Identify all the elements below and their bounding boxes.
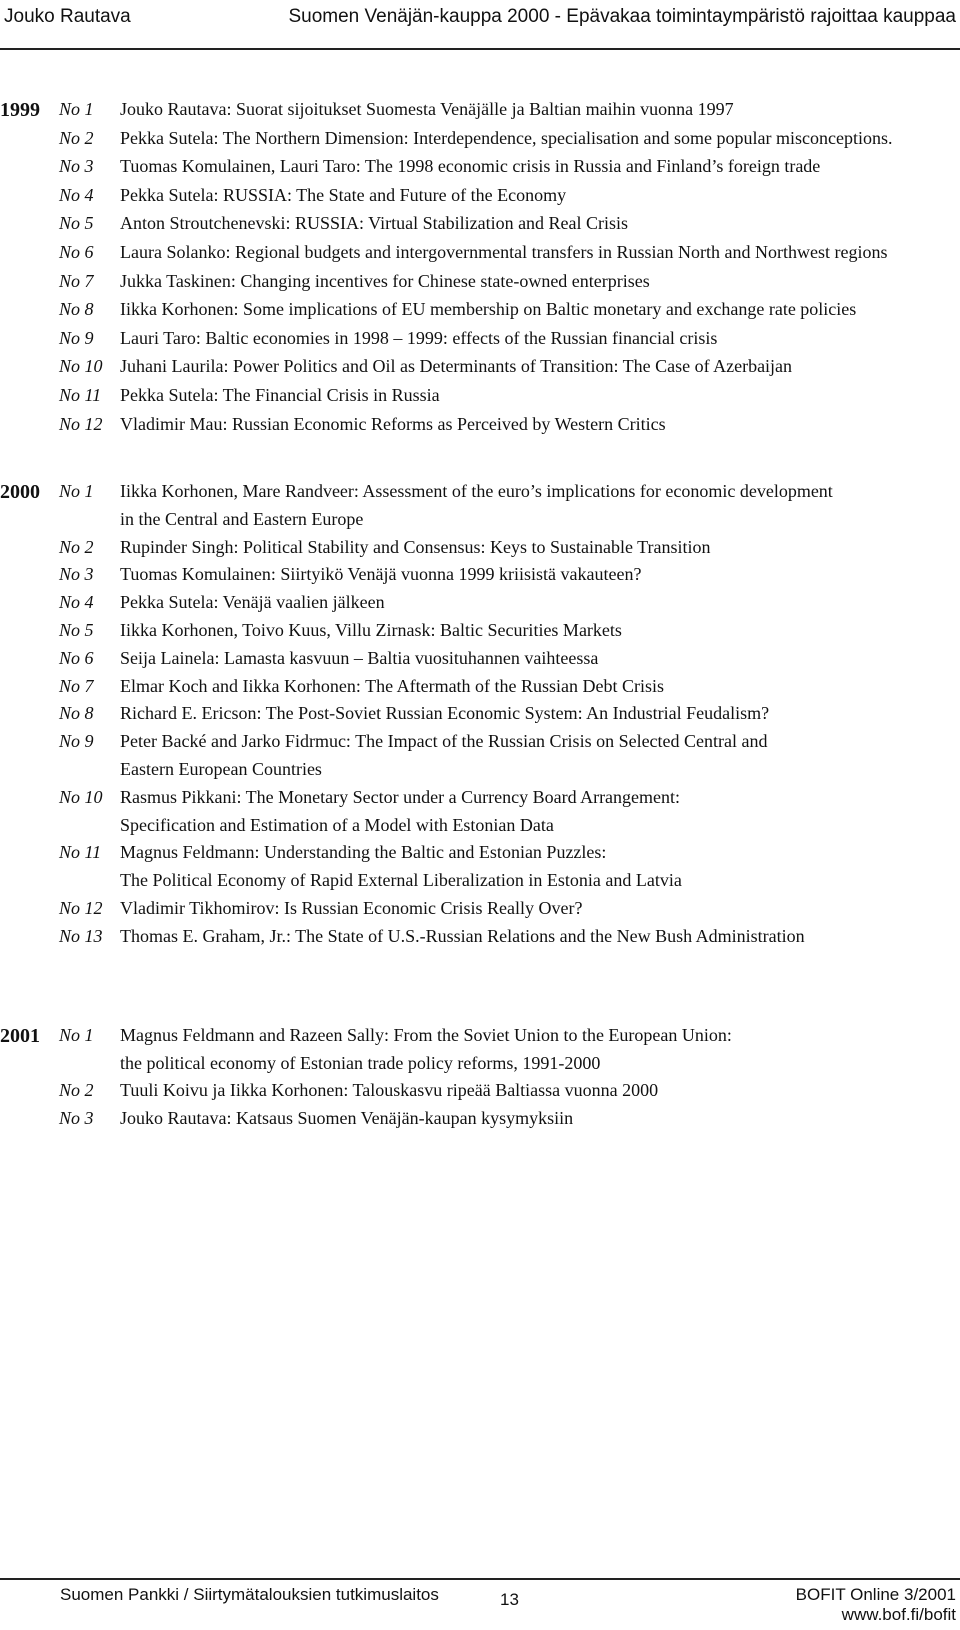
- entry-title: [120, 213, 958, 242]
- entry-number: No 8: [59, 299, 94, 320]
- entry-title-line: Vladimir Tikhomirov: Is Russian Economic Crisis Really Over?: [120, 898, 583, 918]
- entry-number: No 5: [59, 213, 94, 234]
- entry-title-line: Thomas E. Graham, Jr.: The State of U.S.-Russian Relations and the New Bush Administration: [120, 925, 805, 946]
- entry-number: No 2: [59, 536, 94, 557]
- entry-number: No 1: [59, 481, 94, 501]
- entry-title: [120, 703, 958, 731]
- entry-title: [120, 731, 958, 787]
- entry-title-line: The Political Economy of Rapid External Liberalization in Estonia and Latvia: [120, 870, 682, 891]
- entry-title-line: Magnus Feldmann: Understanding the Baltic and Estonian Puzzles:: [120, 842, 607, 863]
- publication-entry: [0, 213, 960, 242]
- entry-number: No 6: [59, 242, 94, 262]
- entry-title: [120, 414, 958, 443]
- entry-title: [120, 481, 958, 537]
- entry-title-line: Laura Solanko: Regional budgets and intergovernmental transfers in Russian North and Northwest regions: [120, 242, 888, 262]
- year-label: 2001: [0, 1025, 40, 1047]
- entry-title: [120, 787, 958, 843]
- page-footer: [0, 1578, 960, 1630]
- entry-title: [120, 99, 958, 128]
- entry-title: [120, 620, 958, 648]
- entry-title: [120, 1025, 958, 1080]
- entry-title-line: Tuomas Komulainen: Siirtyikö Venäjä vuonna 1999 kriisistä vakauteen?: [120, 564, 642, 585]
- entry-title-line: Jukka Taskinen: Changing incentives for Chinese state-owned enterprises: [120, 270, 650, 291]
- entry-title-line: Vladimir Mau: Russian Economic Reforms as Perceived by Western Critics: [120, 413, 666, 434]
- entry-number: No 11: [59, 385, 102, 405]
- entry-number: No 3: [59, 1107, 94, 1128]
- entry-title: [120, 537, 958, 565]
- publication-entry: [0, 185, 960, 214]
- series-name: BOFIT Online 3/2001: [795, 1585, 956, 1604]
- entry-number: No 10: [59, 786, 103, 807]
- entry-title: [120, 385, 958, 414]
- entry-title: [120, 156, 958, 185]
- entry-number: No 7: [59, 270, 94, 291]
- entry-number: No 3: [59, 156, 94, 177]
- entry-title-line: Elmar Koch and Iikka Korhonen: The Aftermath of the Russian Debt Crisis: [120, 675, 665, 696]
- entry-number: No 5: [59, 620, 94, 640]
- entry-title-line: the political economy of Estonian trade policy reforms, 1991-2000: [120, 1052, 601, 1073]
- footer-publisher: Suomen Pankki / Siirtymätalouksien tutkimuslaitos: [60, 1585, 439, 1604]
- publication-entry: [0, 242, 960, 271]
- publication-entry: [0, 328, 960, 357]
- entry-title-line: in the Central and Eastern Europe: [120, 508, 364, 529]
- entry-number: No 3: [59, 564, 94, 585]
- publication-entry: [0, 414, 960, 443]
- page-header: [0, 0, 960, 50]
- entry-number: No 10: [59, 356, 103, 377]
- footer-rule: [0, 1578, 960, 1580]
- publication-entry: [0, 271, 960, 300]
- entry-title-line: Richard E. Ericson: The Post-Soviet Russian Economic System: An Industrial Feudalism?: [120, 703, 770, 724]
- entry-number: No 2: [59, 127, 94, 148]
- entry-title-line: Jouko Rautava: Suorat sijoitukset Suomesta Venäjälle ja Baltian maihin vuonna 1997: [120, 99, 734, 119]
- entry-title: [120, 564, 958, 592]
- entry-number: No 12: [59, 898, 103, 918]
- publication-entry: [0, 99, 960, 128]
- entry-title-line: Tuuli Koivu ja Iikka Korhonen: Talouskasvu ripeää Baltiassa vuonna 2000: [120, 1080, 659, 1101]
- entry-number: No 6: [59, 647, 94, 668]
- entry-title-line: Lauri Taro: Baltic economies in 1998 – 1999: effects of the Russian financial crisis: [120, 327, 718, 348]
- entry-title-line: Peter Backé and Jarko Fidrmuc: The Impact of the Russian Crisis on Selected Central and: [120, 731, 768, 752]
- entry-title: [120, 1108, 958, 1136]
- entry-number: No 2: [59, 1080, 94, 1101]
- publication-entry: [0, 128, 960, 157]
- entry-title-line: Eastern European Countries: [120, 758, 322, 779]
- entry-title-line: Anton Stroutchenevski: RUSSIA: Virtual Stabilization and Real Crisis: [120, 213, 629, 234]
- entry-number: No 8: [59, 703, 94, 724]
- publication-entry: [0, 299, 960, 328]
- entry-number: No 12: [59, 413, 103, 434]
- entry-number: No 7: [59, 675, 94, 696]
- entry-title-line: Pekka Sutela: Venäjä vaalien jälkeen: [120, 592, 385, 613]
- entry-title: [120, 356, 958, 385]
- entry-title: [120, 898, 958, 926]
- entry-title-line: Iikka Korhonen: Some implications of EU membership on Baltic monetary and exchange rate policies: [120, 299, 857, 320]
- entry-title-line: Juhani Laurila: Power Politics and Oil as Determinants of Transition: The Case of Azerbaijan: [120, 356, 793, 377]
- entry-number: No 11: [59, 842, 102, 863]
- publication-entry: [0, 385, 960, 414]
- entry-title: [120, 592, 958, 620]
- entry-title-line: Pekka Sutela: The Northern Dimension: Interdependence, specialisation and some popular misconceptions.: [120, 127, 893, 148]
- page-number: 13: [500, 1590, 519, 1609]
- entry-number: No 1: [59, 1025, 94, 1045]
- entry-title-line: Rasmus Pikkani: The Monetary Sector under a Currency Board Arrangement:: [120, 786, 681, 807]
- year-label: 2000: [0, 481, 40, 503]
- footer-url[interactable]: www.bof.fi/bofit: [841, 1605, 956, 1624]
- publication-entry: [0, 356, 960, 385]
- footer-series: [796, 1585, 956, 1625]
- entry-title: [120, 242, 958, 271]
- entry-number: No 1: [59, 99, 94, 119]
- entry-title: [120, 842, 958, 898]
- entry-title-line: Pekka Sutela: RUSSIA: The State and Future of the Economy: [120, 184, 567, 205]
- entry-number: No 4: [59, 184, 94, 205]
- entry-title: [120, 1080, 958, 1108]
- entry-number: No 4: [59, 592, 94, 613]
- publication-entry: [0, 156, 960, 185]
- entry-title-line: Iikka Korhonen, Toivo Kuus, Villu Zirnask: Baltic Securities Markets: [120, 620, 622, 640]
- entry-title-line: Rupinder Singh: Political Stability and Consensus: Keys to Sustainable Transition: [120, 536, 711, 557]
- entry-title-line: Pekka Sutela: The Financial Crisis in Russia: [120, 385, 440, 405]
- entry-number: No 9: [59, 327, 94, 348]
- entry-title: [120, 676, 958, 704]
- entry-title: [120, 926, 958, 954]
- entry-title-line: Jouko Rautava: Katsaus Suomen Venäjän-kaupan kysymyksiin: [120, 1107, 574, 1128]
- entry-title-line: Specification and Estimation of a Model with Estonian Data: [120, 814, 554, 835]
- entry-number: No 9: [59, 731, 94, 752]
- entry-title: [120, 648, 958, 676]
- entry-title-line: Magnus Feldmann and Razeen Sally: From the Soviet Union to the European Union:: [120, 1025, 732, 1045]
- header-author: Jouko Rautava: [4, 6, 131, 27]
- entry-title: [120, 271, 958, 300]
- entry-title: [120, 185, 958, 214]
- entry-title-line: Iikka Korhonen, Mare Randveer: Assessment of the euro’s implications for economic development: [120, 481, 833, 501]
- entry-title: [120, 328, 958, 357]
- entry-title-line: Tuomas Komulainen, Lauri Taro: The 1998 economic crisis in Russia and Finland’s foreign trade: [120, 156, 821, 177]
- header-title: Suomen Venäjän-kauppa 2000 - Epävakaa toimintaympäristö rajoittaa kauppaa: [288, 6, 956, 27]
- entry-title: [120, 299, 958, 328]
- year-label: 1999: [0, 99, 40, 121]
- entry-number: No 13: [59, 925, 103, 946]
- header-rule: [0, 48, 960, 50]
- entry-title-line: Seija Lainela: Lamasta kasvuun – Baltia vuosituhannen vaihteessa: [120, 647, 599, 668]
- entry-title: [120, 128, 958, 157]
